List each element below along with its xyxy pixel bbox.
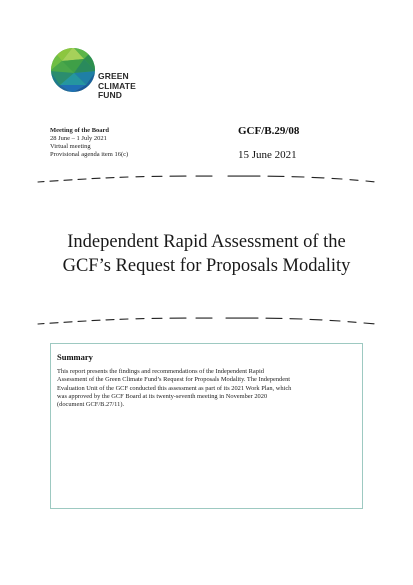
- meeting-mode: Virtual meeting: [50, 143, 91, 150]
- document-code: GCF/B.29/08: [238, 125, 300, 137]
- meeting-title: Meeting of the Board: [50, 127, 110, 134]
- gcf-logo: [50, 47, 170, 103]
- summary-box: [50, 343, 363, 509]
- summary-heading: Summary: [57, 352, 93, 362]
- title-line-2: GCF’s Request for Proposals Modality: [62, 256, 351, 276]
- title-line-1: Independent Rapid Assessment of the: [67, 232, 346, 252]
- meeting-info: [50, 127, 128, 159]
- summary-line: was approved by the GCF Board at its twenty-seventh meeting in November 2020: [57, 392, 268, 400]
- summary-line: (document GCF/B.27/11).: [57, 401, 125, 409]
- meeting-agenda: Provisional agenda item 16(c): [50, 151, 129, 158]
- document-title: [0, 230, 413, 278]
- summary-line: Assessment of the Green Climate Fund’s Request for Proposals Modality. The Independent: [57, 376, 291, 384]
- globe-icon: [50, 47, 96, 93]
- logo-line-2: CLIMATE: [98, 80, 136, 91]
- summary-text: [57, 368, 357, 409]
- top-divider: [36, 172, 377, 186]
- document-date: 15 June 2021: [238, 149, 297, 161]
- logo-line-1: GREEN: [98, 71, 129, 81]
- logo-line-3: FUND: [98, 90, 123, 100]
- summary-line: Evaluation Unit of the GCF conducted this assessment as part of its 2021 Work Plan, which: [57, 384, 292, 392]
- meeting-dates: 28 June – 1 July 2021: [50, 135, 107, 142]
- bottom-divider: [36, 313, 377, 327]
- summary-line: This report presents the findings and recommendations of the Independent Rapid: [57, 368, 264, 375]
- logo-wordmark: [98, 72, 136, 101]
